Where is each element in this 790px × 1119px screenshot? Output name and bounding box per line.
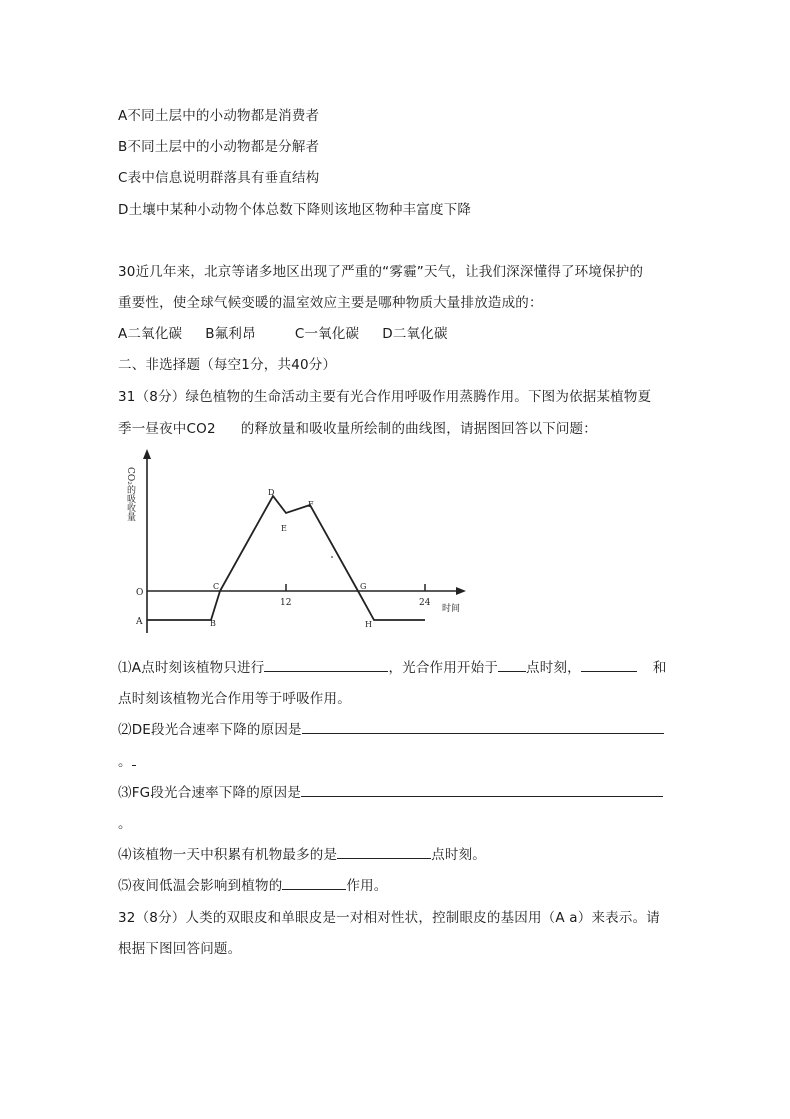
subq-2: [118, 718, 664, 738]
x-axis-label: 时间: [442, 604, 461, 614]
x-tick-24: 24: [419, 598, 431, 608]
point-label-c: C: [213, 582, 220, 591]
q31-line2: [118, 417, 597, 437]
subq-4-text-b: 点时刻。: [431, 847, 487, 863]
subq-4: [118, 843, 486, 863]
blank-1c[interactable]: [581, 657, 637, 672]
q30-line1: 30近几年来，北京等诸多地区出现了严重的“雾霾”天气，让我们深深懂得了环境保护的: [118, 264, 644, 280]
subq-2-end: [118, 750, 136, 770]
subq-1-text-b: ，光合作用开始于: [388, 660, 499, 676]
q31-line2-b: 的释放量和吸收量所绘制的曲线图，请据图回答以下问题：: [240, 421, 597, 437]
subq-2-text: ⑵DE段光合速率下降的原因是: [118, 722, 302, 738]
q29-option-d: D土壤中某种小动物个体总数下降则该地区物种丰富度下降: [118, 202, 472, 218]
subq-5: [118, 874, 388, 894]
co2-curve-chart: [120, 445, 480, 640]
subq-5-text-a: ⑸夜间低温会影响到植物的: [118, 878, 283, 894]
q30-line2: 重要性，使全球气候变暖的温室效应主要是哪种物质大量排放造成的：: [118, 295, 543, 311]
subq-3: [118, 781, 663, 801]
q29-option-a: A不同土层中的小动物都是消费者: [118, 108, 320, 124]
blank-3[interactable]: [301, 782, 663, 797]
q31-line1: 31（8分）绿色植物的生命活动主要有光合作用呼吸作用蒸腾作用。下图为依据某植物夏: [118, 389, 652, 405]
x-axis-arrow: [456, 587, 466, 595]
stray-dot: [331, 556, 333, 558]
q30-option-a: A二氧化碳: [118, 326, 183, 342]
q29-option-b: B不同土层中的小动物都是分解者: [118, 139, 320, 155]
q32-line1: 32（8分）人类的双眼皮和单眼皮是一对相对性状，控制眼皮的基因用（A a）来表示。请: [118, 910, 660, 926]
y-axis-arrow: [143, 449, 151, 459]
blank-5[interactable]: [282, 875, 346, 890]
blank-2-tail: [132, 751, 136, 766]
subq-4-text-a: ⑷该植物一天中积累有机物最多的是: [118, 847, 338, 863]
subq-2-end-mark: 。: [118, 754, 132, 770]
blank-1a[interactable]: [264, 657, 388, 672]
subq-1-text-a: ⑴A点时刻该植物只进行: [118, 660, 265, 676]
blank-2[interactable]: [302, 719, 664, 734]
subq-1-line1: [118, 656, 667, 676]
y-tick-o: O: [136, 588, 144, 598]
q30-option-b: B氟利昂: [205, 326, 256, 342]
q30-option-d: D二氧化碳: [382, 326, 448, 342]
q31-line2-a: 季一昼夜中CO2: [118, 421, 216, 437]
y-tick-a: A: [136, 617, 143, 627]
q30-option-c: C一氧化碳: [294, 326, 360, 342]
subq-3-text: ⑶FG段光合速率下降的原因是: [118, 785, 302, 801]
y-axis-label: CO₂的吸收量: [125, 467, 135, 521]
subq-5-text-b: 作用。: [346, 878, 388, 894]
point-label-e: E: [281, 524, 287, 533]
point-label-f: F: [308, 500, 314, 509]
point-label-d: D: [268, 488, 275, 497]
subq-3-end: 。: [118, 816, 132, 832]
q30-options: [118, 322, 448, 342]
blank-1b[interactable]: [498, 657, 526, 672]
subq-1-text-d: 和: [652, 660, 667, 676]
point-label-g: G: [360, 582, 367, 591]
point-label-b: B: [210, 619, 216, 628]
section-2-heading: 二、非选择题（每空1分，共40分）: [118, 357, 337, 373]
blank-4[interactable]: [337, 844, 431, 859]
point-label-h: H: [365, 620, 372, 629]
subq-1-line2: 点时刻该植物光合作用等于呼吸作用。: [118, 691, 351, 707]
q32-line2: 根据下图回答问题。: [118, 941, 242, 957]
x-tick-12: 12: [280, 598, 292, 608]
subq-1-text-c: 点时刻，: [526, 660, 581, 676]
q29-option-c: C表中信息说明群落具有垂直结构: [118, 170, 320, 186]
